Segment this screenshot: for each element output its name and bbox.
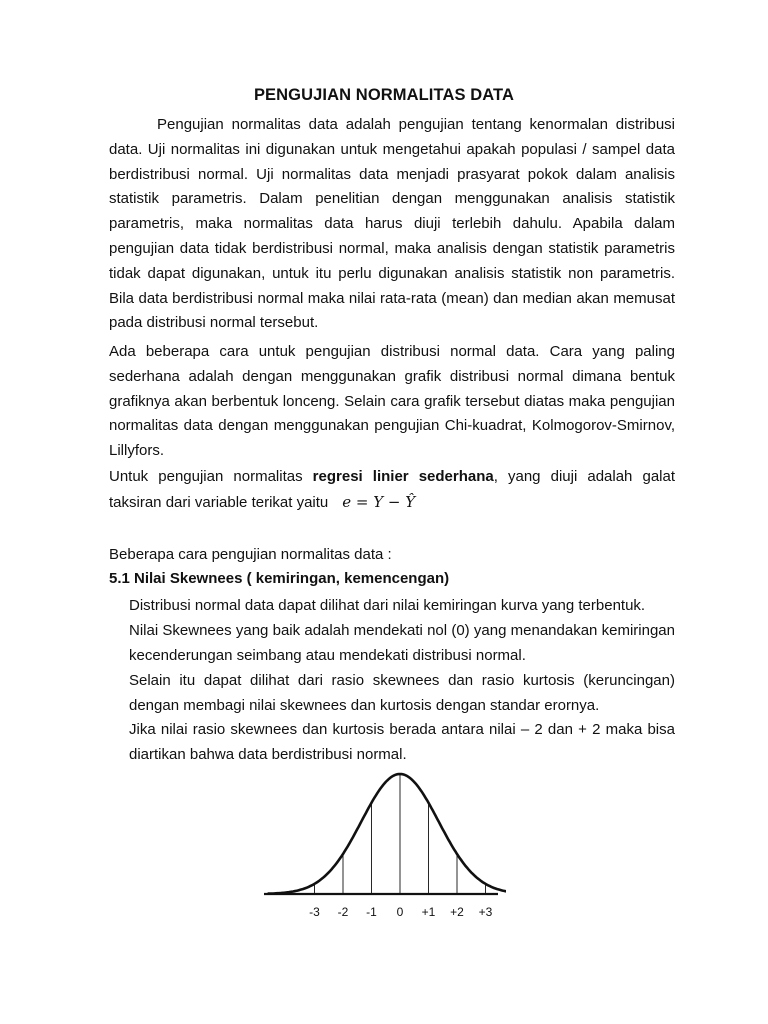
- normal-distribution-chart: [256, 764, 506, 924]
- skewness-point-4: Jika nilai rasio skewnees dan kurtosis berada antara nilai – 2 dan + 2 maka bisa diartikan bahwa data berdistribusi normal.: [129, 721, 675, 763]
- paragraph-regression-text-b: , yang diuji adalah galat taksiran dari variable terikat yaitu: [109, 468, 675, 511]
- bell-curve: [269, 774, 506, 894]
- bell-tick-label: -3: [309, 905, 320, 919]
- paragraph-list-intro: Beberapa cara pengujian normalitas data :: [109, 546, 392, 563]
- paragraph-methods: Ada beberapa cara untuk pengujian distribusi normal data. Cara yang paling sederhana adalah dengan menggunakan grafik distribusi normal dimana bentuk grafiknya akan berbentuk lonceng. Selain cara grafik tersebut diatas maka pengujian normalitas data dengan menggunakan pengujian Chi-kuadrat, Kolmogorov-Smirnov, Lillyfors.: [109, 343, 675, 460]
- page-title: PENGUJIAN NORMALITAS DATA: [253, 86, 515, 104]
- skewness-point-2: Nilai Skewnees yang baik adalah mendekati nol (0) yang menandakan kemiringan kecenderungan seimbang atau mendekati distribusi normal.: [129, 622, 675, 664]
- section-heading: 5.1 Nilai Skewnees ( kemiringan, kemencengan): [109, 570, 450, 587]
- bell-tick-label: 0: [396, 905, 404, 919]
- paragraph-regression: [109, 465, 675, 516]
- paragraph-intro: Pengujian normalitas data adalah pengujian tentang kenormalan distribusi data. Uji normalitas ini digunakan untuk mengetahui apakah populasi / sampel data berdistribusi normal. Uji normalitas data menjadi prasyarat pokok dalam analisis statistik parametris. Dalam penelitian dengan menggunakan analisis statistik parametris, maka normalitas data harus diuji terlebih dahulu. Apabila dalam pengujian data tidak berdistribusi normal, maka analisis dengan statistik parametris tidak dapat digunakan, untuk itu perlu digunakan analisis statistik non parametris. Bila data berdistribusi normal maka nilai rata-rata (mean) dan median akan memusat pada distribusi normal tersebut.: [109, 116, 675, 332]
- paragraph-regression-text-a: Untuk pengujian normalitas: [109, 468, 313, 485]
- bell-tick-label: +1: [421, 905, 436, 919]
- bell-tick-label: +2: [450, 905, 464, 919]
- regression-term: regresi linier sederhana: [312, 468, 494, 485]
- bell-tick-label: +3: [478, 905, 493, 919]
- bell-tick-label: -2: [337, 905, 349, 919]
- skewness-point-1: Distribusi normal data dapat dilihat dari nilai kemiringan kurva yang terbentuk.: [129, 597, 646, 614]
- bell-tick-label: -1: [366, 905, 377, 919]
- residual-formula: e = Y − Ŷ: [342, 492, 416, 511]
- skewness-point-3: Selain itu dapat dilihat dari rasio skewnees dan rasio kurtosis (keruncingan) dengan membagi nilai skewnees dan kurtosis dengan standar erornya.: [129, 672, 675, 714]
